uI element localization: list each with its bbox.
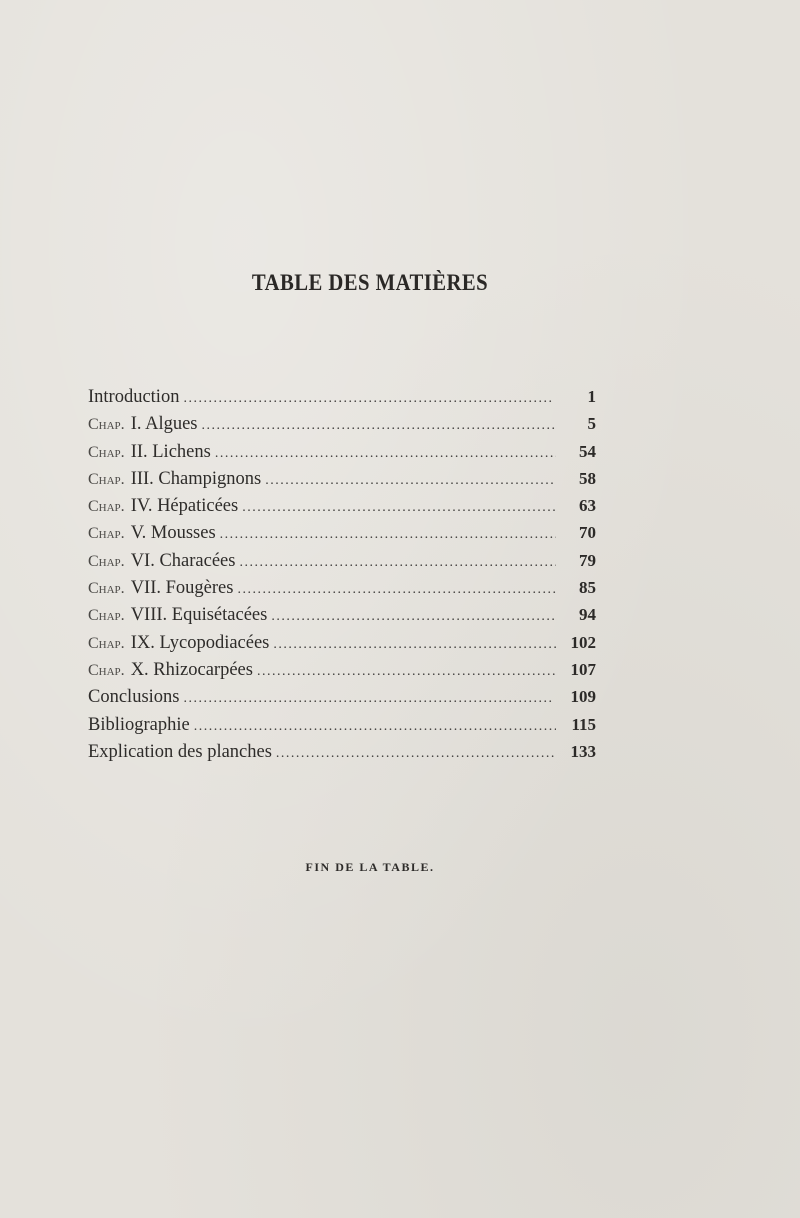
- chapter-prefix: Chap.: [88, 525, 125, 543]
- toc-entry: [88, 442, 596, 469]
- dot-leader: [237, 582, 556, 598]
- entry-label: III. Champignons: [130, 468, 262, 489]
- page-number: 79: [579, 550, 596, 570]
- page-number: 94: [579, 605, 596, 625]
- page-number: 54: [579, 441, 596, 461]
- chapter-prefix: Chap.: [88, 470, 125, 488]
- dot-leader: [242, 500, 556, 516]
- page-number: 58: [579, 468, 596, 488]
- page-number: 109: [570, 687, 596, 707]
- entry-label: I. Algues: [130, 414, 198, 435]
- entry-label: X. Rhizocarpées: [130, 659, 253, 680]
- entry-label: Conclusions: [88, 687, 180, 708]
- page-number: 107: [570, 659, 596, 679]
- toc-entry: [88, 605, 596, 632]
- toc-entry: [88, 715, 596, 742]
- dot-leader: [183, 391, 556, 407]
- toc-entry: [88, 387, 596, 414]
- page-number: 85: [579, 578, 596, 598]
- toc-entry: [88, 742, 596, 769]
- page-number: 115: [571, 714, 596, 734]
- page-number: 133: [570, 741, 596, 761]
- dot-leader: [276, 746, 556, 762]
- entry-label: Introduction: [88, 387, 180, 407]
- toc-entry: [88, 469, 596, 496]
- toc-entry: [88, 633, 596, 660]
- dot-leader: [271, 609, 556, 625]
- toc-entry: [88, 687, 596, 714]
- toc-entry: [88, 523, 596, 550]
- entry-label: IX. Lycopodiacées: [130, 632, 270, 653]
- dot-leader: [215, 446, 556, 462]
- chapter-prefix: Chap.: [88, 443, 125, 461]
- dot-leader: [183, 691, 556, 707]
- chapter-prefix: Chap.: [88, 661, 125, 679]
- page-number: 5: [587, 414, 596, 434]
- chapter-prefix: Chap.: [88, 634, 125, 652]
- dot-leader: [257, 664, 556, 680]
- toc-entry: [88, 414, 596, 441]
- chapter-prefix: Chap.: [88, 416, 125, 434]
- toc-entry: [88, 551, 596, 578]
- chapter-prefix: Chap.: [88, 607, 125, 625]
- entry-label: IV. Hépaticées: [130, 496, 239, 517]
- entry-label: VII. Fougères: [130, 578, 234, 599]
- toc-entry: [88, 660, 596, 687]
- page-number: 63: [579, 496, 596, 516]
- page-number: 70: [579, 523, 596, 543]
- entry-label: Bibliographie: [88, 714, 190, 735]
- chapter-prefix: Chap.: [88, 498, 125, 516]
- dot-leader: [220, 527, 556, 543]
- toc-entry: [88, 578, 596, 605]
- dot-leader: [273, 637, 556, 653]
- entry-label: V. Mousses: [130, 523, 216, 544]
- entry-label: Explication des planches: [88, 741, 272, 762]
- chapter-prefix: Chap.: [88, 580, 125, 598]
- page-title: TABLE DES MATIÈRES: [251, 270, 489, 295]
- dot-leader: [194, 719, 556, 735]
- page-number: 102: [570, 632, 596, 652]
- toc-entry: [88, 496, 596, 523]
- page-number: 1: [587, 387, 596, 406]
- entry-label: VIII. Equisétacées: [130, 605, 268, 626]
- entry-label: VI. Characées: [130, 550, 236, 571]
- dot-leader: [265, 473, 556, 489]
- chapter-prefix: Chap.: [88, 552, 125, 570]
- dot-leader: [202, 418, 557, 434]
- entry-label: II. Lichens: [130, 441, 211, 462]
- table-of-contents: [88, 387, 596, 769]
- dot-leader: [239, 555, 556, 571]
- end-note: FIN DE LA TABLE.: [305, 860, 435, 874]
